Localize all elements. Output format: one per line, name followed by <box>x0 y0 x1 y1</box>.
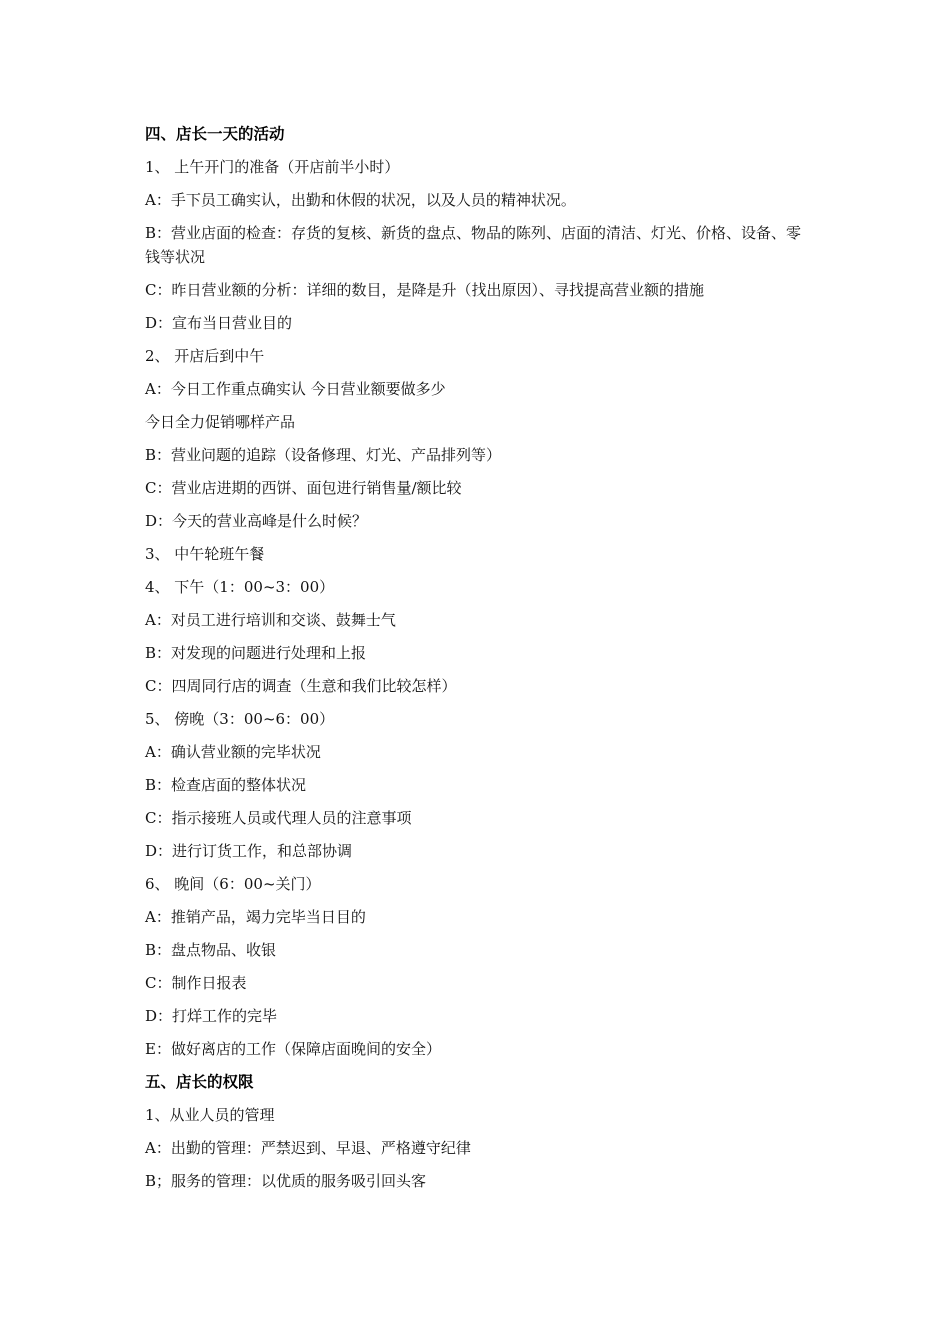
paragraph-line: D：宣布当日营业目的 <box>145 314 293 332</box>
paragraph-line: A：对员工进行培训和交谈、鼓舞士气 <box>145 611 396 629</box>
paragraph-line: B：检查店面的整体状况 <box>145 776 307 794</box>
section-heading-daily-activities: 四、店长一天的活动 <box>145 125 285 143</box>
paragraph-line: 今日全力促销哪样产品 <box>145 413 296 431</box>
item-night: 6、 晚间（6：00~关门） <box>145 875 321 893</box>
section-heading-manager-authority: 五、店长的权限 <box>145 1073 254 1091</box>
item-evening: 5、 傍晚（3：00~6：00） <box>145 710 335 728</box>
item-open-to-noon: 2、 开店后到中午 <box>145 347 265 365</box>
paragraph-line: B：营业问题的追踪（设备修理、灯光、产品排列等） <box>145 446 502 464</box>
paragraph-line: C：制作日报表 <box>145 974 247 992</box>
paragraph-line: A：推销产品，竭力完毕当日目的 <box>145 908 366 926</box>
paragraph-line: C：四周同行店的调查（生意和我们比较怎样） <box>145 677 457 695</box>
paragraph-line: B：盘点物品、收银 <box>145 941 277 959</box>
item-afternoon: 4、 下午（1：00~3：00） <box>145 578 335 596</box>
paragraph-line: D：进行订货工作，和总部协调 <box>145 842 353 860</box>
item-morning-prep: 1、 上午开门的准备（开店前半小时） <box>145 158 400 176</box>
item-staff-management: 1、从业人员的管理 <box>145 1106 275 1124</box>
item-lunch-shift: 3、 中午轮班午餐 <box>145 545 265 563</box>
paragraph-line: C：昨日营业额的分析：详细的数目，是降是升（找出原因）、寻找提高营业额的措施 <box>145 281 704 299</box>
paragraph-line: C：指示接班人员或代理人员的注意事项 <box>145 809 412 827</box>
paragraph-line: B；服务的管理：以优质的服务吸引回头客 <box>145 1172 427 1190</box>
paragraph-line: E：做好离店的工作（保障店面晚间的安全） <box>145 1040 441 1058</box>
document-body <box>145 122 810 1202</box>
paragraph-line: A：确认营业额的完毕状况 <box>145 743 321 761</box>
paragraph-line: A：手下员工确实认，出勤和休假的状况，以及人员的精神状况。 <box>145 191 576 209</box>
paragraph-line: B：对发现的问题进行处理和上报 <box>145 644 367 662</box>
paragraph-line: C：营业店进期的西饼、面包进行销售量/额比较 <box>145 479 462 497</box>
paragraph-line: A：出勤的管理：严禁迟到、早退、严格遵守纪律 <box>145 1139 471 1157</box>
paragraph-line: B：营业店面的检查：存货的复核、新货的盘点、物品的陈列、店面的清洁、灯光、价格、设备、零钱等状况 <box>145 224 802 266</box>
paragraph-line: A：今日工作重点确实认 今日营业额要做多少 <box>145 380 446 398</box>
paragraph-line: D：今天的营业高峰是什么时候？ <box>145 512 368 530</box>
paragraph-line: D：打烊工作的完毕 <box>145 1007 278 1025</box>
